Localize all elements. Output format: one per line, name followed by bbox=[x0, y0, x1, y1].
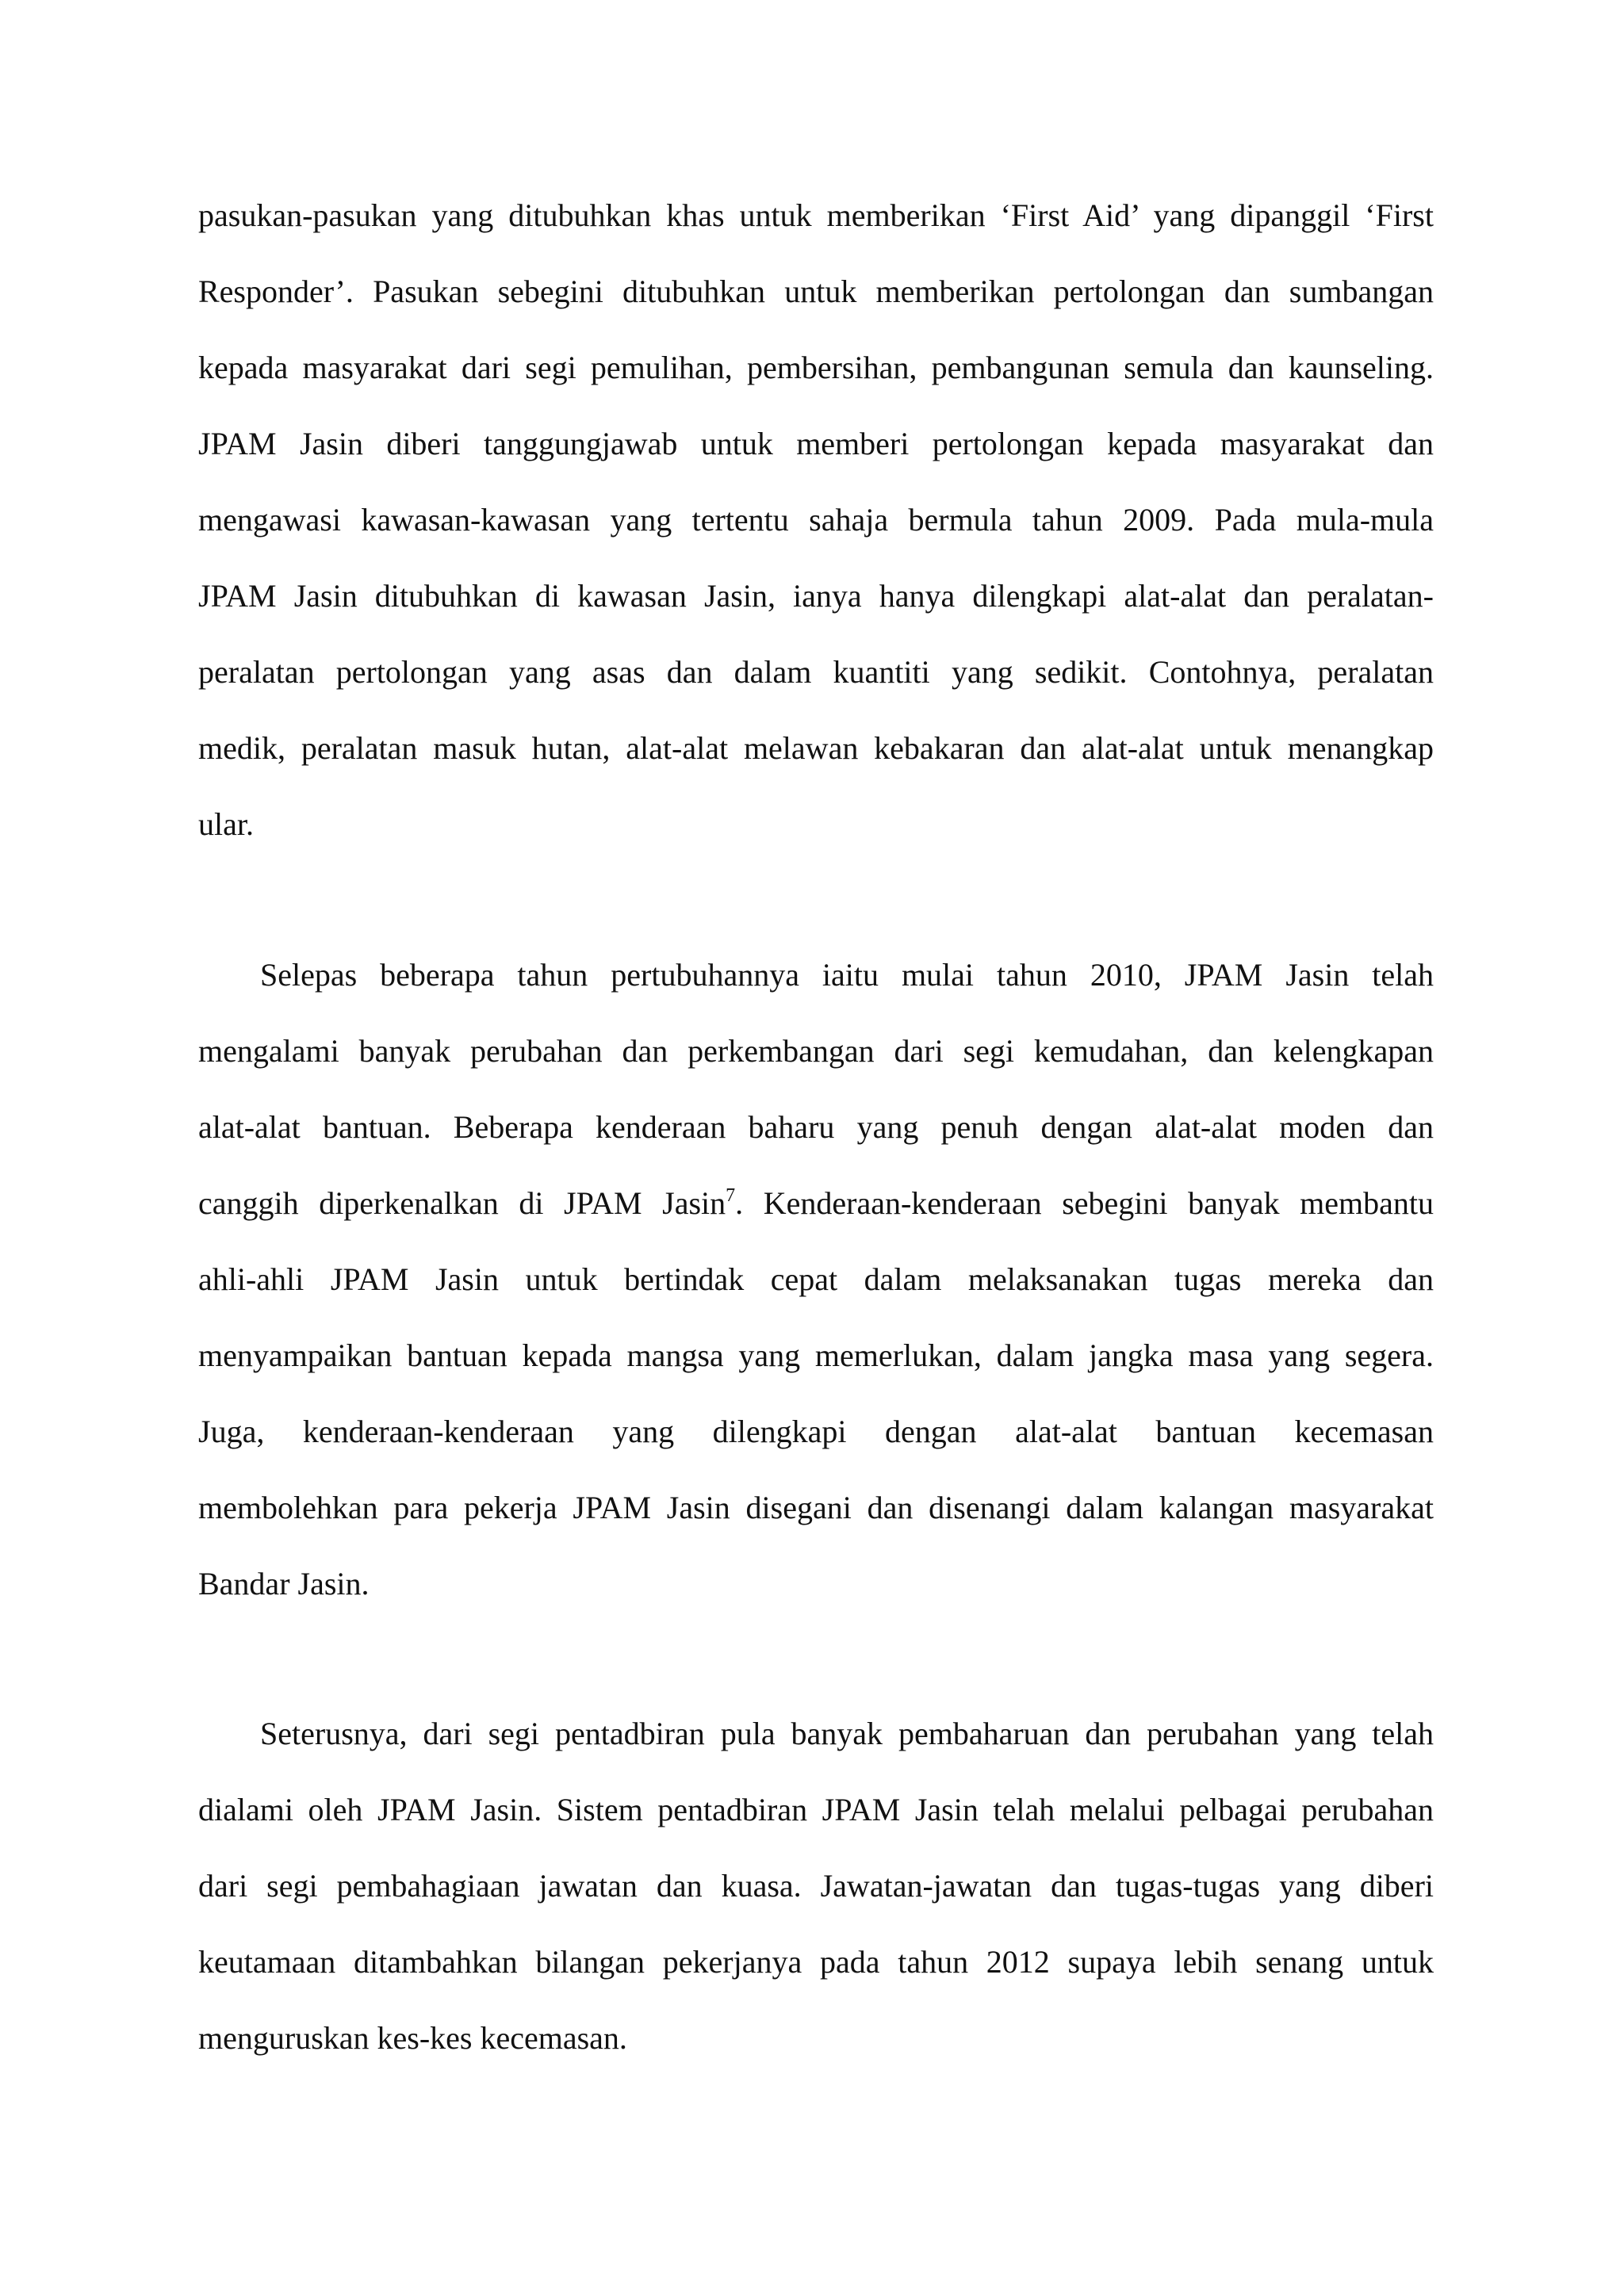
footnote-reference[interactable]: 7 bbox=[726, 1185, 736, 1206]
paragraph-line: ahli-ahli JPAM Jasin untuk bertindak cepat dalam melaksanakan tugas mereka dan bbox=[198, 1261, 1434, 1297]
paragraph-line: peralatan pertolongan yang asas dan dalam kuantiti yang sedikit. Contohnya, peralatan bbox=[198, 654, 1434, 690]
paragraph-line: ular. bbox=[198, 806, 254, 842]
paragraph-line: mengalami banyak perubahan dan perkembangan dari segi kemudahan, dan kelengkapan bbox=[198, 1033, 1434, 1069]
paragraph-line: mengawasi kawasan-kawasan yang tertentu sahaja bermula tahun 2009. Pada mula-mula bbox=[198, 502, 1434, 538]
paragraph-line: JPAM Jasin ditubuhkan di kawasan Jasin, ianya hanya dilengkapi alat-alat dan peralatan- bbox=[198, 578, 1434, 614]
paragraph-line: Responder’. Pasukan sebegini ditubuhkan untuk memberikan pertolongan dan sumbangan bbox=[198, 274, 1434, 309]
paragraph-line: Juga, kenderaan-kenderaan yang dilengkapi dengan alat-alat bantuan kecemasan bbox=[198, 1414, 1434, 1449]
paragraph-line: alat-alat bantuan. Beberapa kenderaan baharu yang penuh dengan alat-alat moden dan bbox=[198, 1109, 1434, 1145]
paragraph-line: Bandar Jasin. bbox=[198, 1566, 370, 1601]
paragraph-line: medik, peralatan masuk hutan, alat-alat melawan kebakaran dan alat-alat untuk menangkap bbox=[198, 730, 1434, 766]
paragraph-line: Selepas beberapa tahun pertubuhannya iaitu mulai tahun 2010, JPAM Jasin telah bbox=[260, 957, 1434, 993]
paragraph-line: dari segi pembahagiaan jawatan dan kuasa. Jawatan-jawatan dan tugas-tugas yang diberi bbox=[198, 1868, 1434, 1904]
line-text-after-footnote: . Kenderaan-kenderaan sebegini banyak membantu bbox=[735, 1185, 1434, 1221]
paragraph-line: menguruskan kes-kes kecemasan. bbox=[198, 2020, 627, 2056]
paragraph-line: keutamaan ditambahkan bilangan pekerjanya pada tahun 2012 supaya lebih senang untuk bbox=[198, 1944, 1434, 1980]
paragraph-line: JPAM Jasin diberi tanggungjawab untuk memberi pertolongan kepada masyarakat dan bbox=[198, 426, 1434, 461]
paragraph-line: dialami oleh JPAM Jasin. Sistem pentadbiran JPAM Jasin telah melalui pelbagai perubahan bbox=[198, 1792, 1434, 1827]
line-text-before-footnote: canggih diperkenalkan di JPAM Jasin bbox=[198, 1185, 726, 1221]
paragraph-line: pasukan-pasukan yang ditubuhkan khas untuk memberikan ‘First Aid’ yang dipanggil ‘First bbox=[198, 197, 1434, 233]
paragraph-line: membolehkan para pekerja JPAM Jasin disegani dan disenangi dalam kalangan masyarakat bbox=[198, 1490, 1434, 1525]
paragraph-line-with-footnote bbox=[198, 1180, 1434, 1227]
paragraph-line: Seterusnya, dari segi pentadbiran pula banyak pembaharuan dan perubahan yang telah bbox=[260, 1716, 1434, 1751]
paragraph-line: menyampaikan bantuan kepada mangsa yang memerlukan, dalam jangka masa yang segera. bbox=[198, 1337, 1434, 1373]
paragraph-line: kepada masyarakat dari segi pemulihan, pembersihan, pembangunan semula dan kaunseling. bbox=[198, 350, 1434, 385]
